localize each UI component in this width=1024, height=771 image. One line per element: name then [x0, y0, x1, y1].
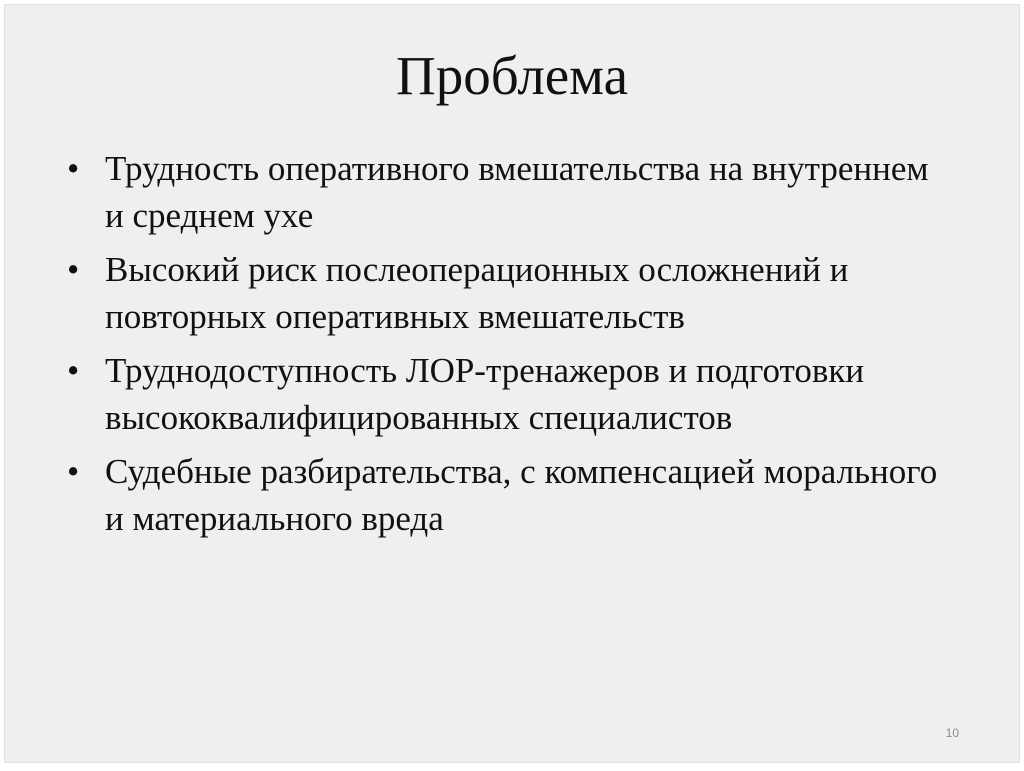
bullet-icon: • — [67, 149, 80, 188]
bullet-text: Труднодоступность ЛОР-тренажеров и подготовки высококвалифицированных специалистов — [105, 351, 865, 437]
bullet-text: Высокий риск послеоперационных осложнений и повторных оперативных вмешательств — [105, 250, 849, 336]
bullet-item — [65, 246, 945, 340]
bullet-icon: • — [67, 351, 80, 390]
slide — [4, 4, 1020, 763]
bullet-icon: • — [67, 250, 80, 289]
bullet-icon: • — [67, 452, 80, 491]
bullet-list — [65, 145, 945, 549]
bullet-text: Судебные разбирательства, с компенсацией морального и материального вреда — [105, 452, 938, 538]
bullet-item — [65, 448, 945, 542]
page-number: 10 — [945, 726, 959, 740]
bullet-item — [65, 347, 945, 441]
bullet-text: Трудность оперативного вмешательства на внутреннем и среднем ухе — [105, 149, 929, 235]
bullet-item — [65, 145, 945, 239]
slide-title: Проблема — [395, 45, 629, 106]
